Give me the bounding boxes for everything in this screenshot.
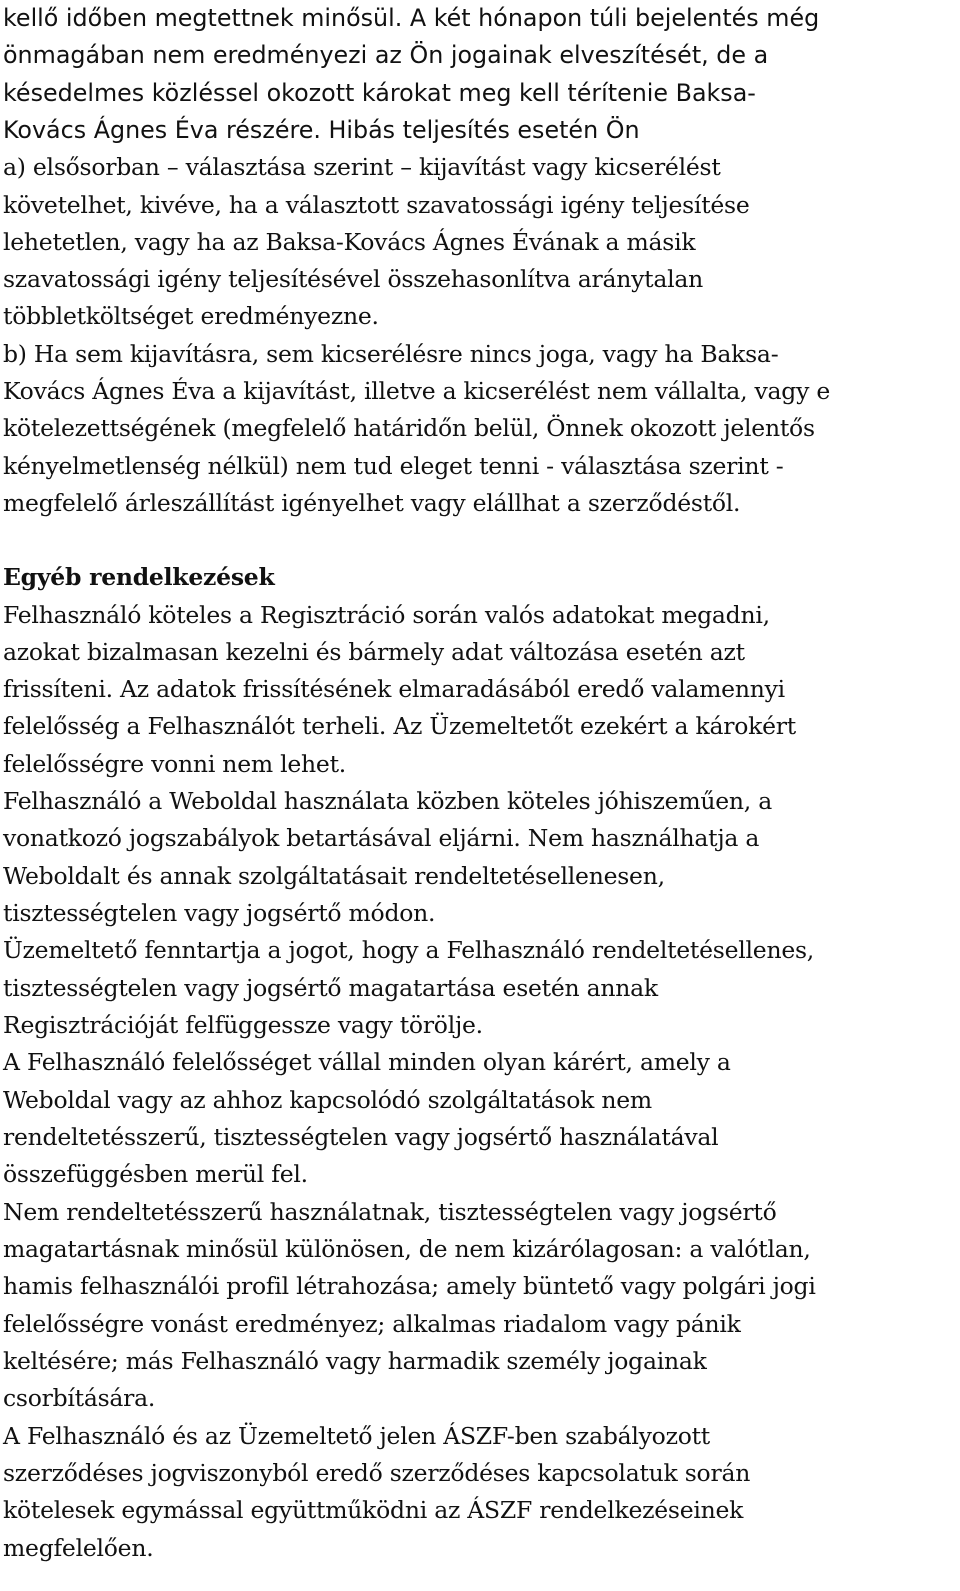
text-line: A Felhasználó felelősséget vállal minden olyan kárért, amely a bbox=[3, 1048, 731, 1076]
text-line: megfelelő árleszállítást igényelhet vagy elállhat a szerződéstől. bbox=[3, 489, 741, 517]
text-line: lehetetlen, vagy ha az Baksa-Kovács Ágnes Évának a másik bbox=[3, 228, 696, 256]
text-line: kötelezettségének (megfelelő határidőn belül, Önnek okozott jelentős bbox=[3, 414, 815, 442]
text-line: Kovács Ágnes Éva a kijavítást, illetve a kicserélést nem vállalta, vagy e bbox=[3, 377, 830, 405]
text-line: Üzemeltető fenntartja a jogot, hogy a Felhasználó rendeltetésellenes, bbox=[3, 936, 815, 964]
text-line: kényelmetlenség nélkül) nem tud eleget tenni - választása szerint - bbox=[3, 452, 784, 480]
text-line: késedelmes közléssel okozott károkat meg kell térítenie Baksa- bbox=[3, 79, 756, 107]
text-line: tisztességtelen vagy jogsértő magatartása esetén annak bbox=[3, 974, 658, 1002]
text-line: Weboldal vagy az ahhoz kapcsolódó szolgáltatások nem bbox=[3, 1086, 652, 1114]
text-line: azokat bizalmasan kezelni és bármely adat változása esetén azt bbox=[3, 638, 745, 666]
section-heading: Egyéb rendelkezések bbox=[3, 563, 275, 591]
text-line: Weboldalt és annak szolgáltatásait rendeltetésellenesen, bbox=[3, 862, 665, 890]
text-line: frissíteni. Az adatok frissítésének elmaradásából eredő valamennyi bbox=[3, 675, 785, 703]
text-line: A Felhasználó és az Üzemeltető jelen ÁSZF-ben szabályozott bbox=[3, 1422, 710, 1450]
text-line: szavatossági igény teljesítésével összehasonlítva aránytalan bbox=[3, 265, 704, 293]
text-line: Kovács Ágnes Éva részére. Hibás teljesítés esetén Ön bbox=[3, 116, 640, 144]
text-line: felelősség a Felhasználót terheli. Az Üzemeltetőt ezekért a károkért bbox=[3, 712, 796, 740]
text-line: kellő időben megtettnek minősül. A két hónapon túli bejelentés még bbox=[3, 4, 820, 32]
text-line: Nem rendeltetésszerű használatnak, tisztességtelen vagy jogsértő bbox=[3, 1198, 777, 1226]
text-line: magatartásnak minősül különösen, de nem kizárólagosan: a valótlan, bbox=[3, 1235, 811, 1263]
text-line: felelősségre vonni nem lehet. bbox=[3, 750, 346, 778]
text-line: kötelesek egymással együttműködni az ÁSZF rendelkezéseinek bbox=[3, 1496, 744, 1524]
text-line: rendeltetésszerű, tisztességtelen vagy jogsértő használatával bbox=[3, 1123, 719, 1151]
text-line: b) Ha sem kijavításra, sem kicserélésre nincs joga, vagy ha Baksa- bbox=[3, 340, 779, 368]
text-line: többletköltséget eredményezne. bbox=[3, 302, 379, 330]
text-line: Felhasználó köteles a Regisztráció során valós adatokat megadni, bbox=[3, 601, 770, 629]
text-line: Felhasználó a Weboldal használata közben köteles jóhiszeműen, a bbox=[3, 787, 772, 815]
text-line: Regisztrációját felfüggessze vagy törölje. bbox=[3, 1011, 483, 1039]
text-line: felelősségre vonást eredményez; alkalmas riadalom vagy pánik bbox=[3, 1310, 741, 1338]
text-line: önmagában nem eredményezi az Ön jogainak elveszítését, de a bbox=[3, 41, 769, 69]
text-line: hamis felhasználói profil létrahozása; amely büntető vagy polgári jogi bbox=[3, 1272, 816, 1300]
text-line: a) elsősorban – választása szerint – kijavítást vagy kicserélést bbox=[3, 153, 721, 181]
text-line: szerződéses jogviszonyból eredő szerződéses kapcsolatuk során bbox=[3, 1459, 751, 1487]
text-line: vonatkozó jogszabályok betartásával eljárni. Nem használhatja a bbox=[3, 824, 760, 852]
text-line: megfelelően. bbox=[3, 1534, 154, 1562]
text-line: keltésére; más Felhasználó vagy harmadik személy jogainak bbox=[3, 1347, 707, 1375]
text-line: összefüggésben merül fel. bbox=[3, 1160, 308, 1188]
text-line: csorbítására. bbox=[3, 1384, 156, 1412]
text-line: követelhet, kivéve, ha a választott szavatossági igény teljesítése bbox=[3, 191, 750, 219]
text-line: tisztességtelen vagy jogsértő módon. bbox=[3, 899, 436, 927]
